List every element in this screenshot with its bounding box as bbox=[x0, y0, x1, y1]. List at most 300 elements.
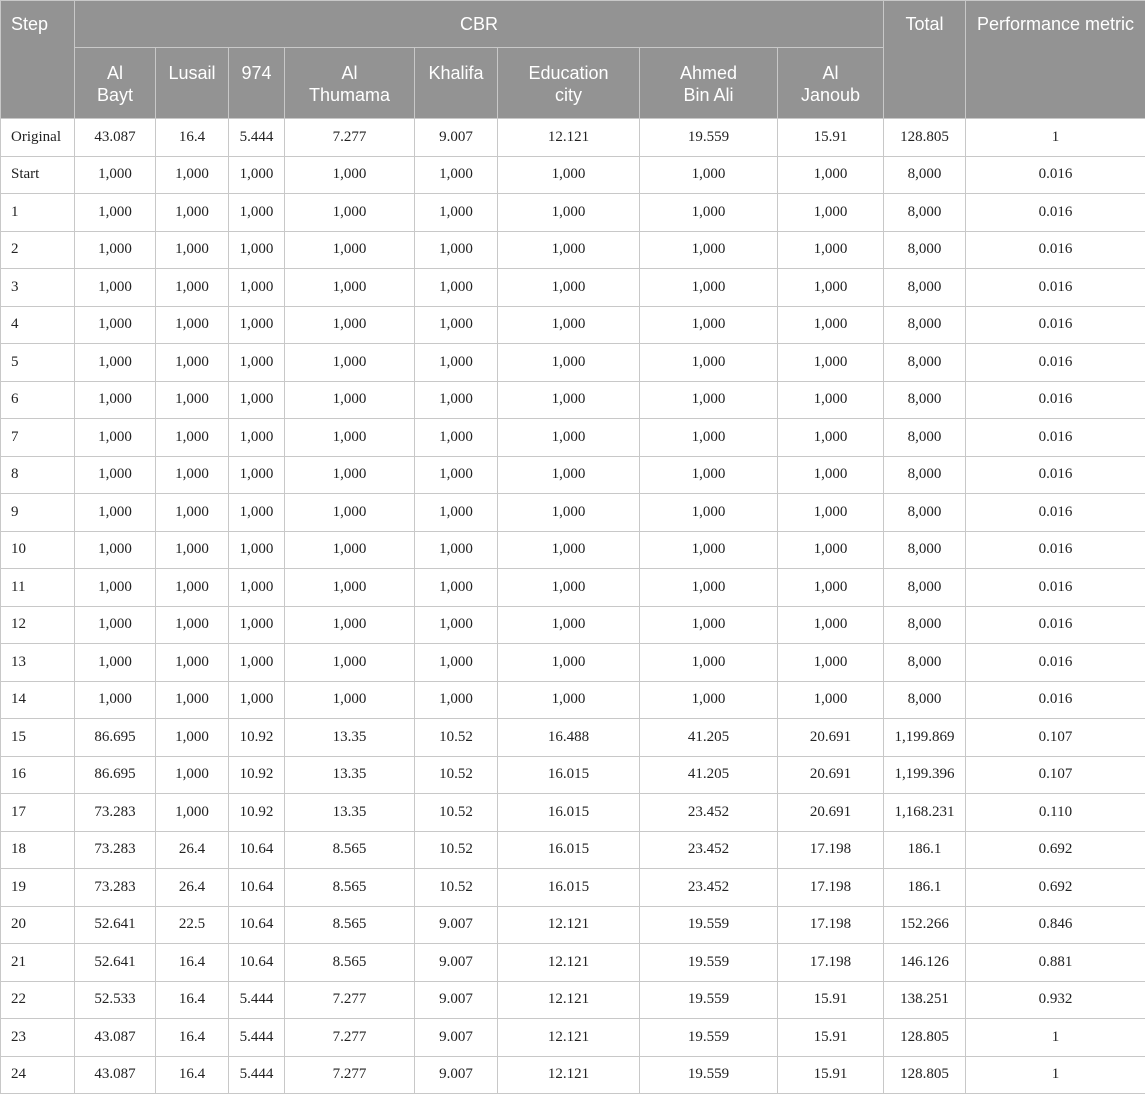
table-body bbox=[1, 119, 1145, 1094]
cbr-value-cell: 23.452 bbox=[640, 831, 778, 869]
table-row bbox=[1, 569, 1145, 607]
cbr-value-cell: 1,000 bbox=[229, 344, 285, 382]
cbr-value-cell: 15.91 bbox=[778, 1019, 884, 1057]
cbr-value-cell: 41.205 bbox=[640, 719, 778, 757]
cbr-value-cell: 1,000 bbox=[285, 531, 415, 569]
cbr-value-cell: 43.087 bbox=[75, 119, 156, 157]
cbr-value-cell: 8.565 bbox=[285, 906, 415, 944]
cbr-value-cell: 5.444 bbox=[229, 1056, 285, 1094]
table-row bbox=[1, 794, 1145, 832]
cbr-value-cell: 1,000 bbox=[156, 419, 229, 457]
cbr-value-cell: 9.007 bbox=[415, 906, 498, 944]
table-row bbox=[1, 419, 1145, 457]
stadium-header-line: Al bbox=[822, 63, 839, 83]
cbr-value-cell: 1,000 bbox=[498, 231, 640, 269]
cbr-value-cell: 1,000 bbox=[415, 419, 498, 457]
cbr-value-cell: 1,000 bbox=[156, 531, 229, 569]
cbr-value-cell: 73.283 bbox=[75, 794, 156, 832]
cbr-value-cell: 1,000 bbox=[156, 719, 229, 757]
total-cell: 8,000 bbox=[884, 569, 966, 607]
performance-metric-cell: 0.692 bbox=[966, 869, 1145, 907]
cbr-value-cell: 1,000 bbox=[156, 794, 229, 832]
cbr-value-cell: 10.52 bbox=[415, 831, 498, 869]
cbr-value-cell: 86.695 bbox=[75, 719, 156, 757]
total-cell: 8,000 bbox=[884, 381, 966, 419]
total-cell: 8,000 bbox=[884, 644, 966, 682]
cbr-value-cell: 1,000 bbox=[285, 194, 415, 232]
total-cell: 186.1 bbox=[884, 869, 966, 907]
cbr-value-cell: 15.91 bbox=[778, 981, 884, 1019]
cbr-value-cell: 1,000 bbox=[778, 156, 884, 194]
cbr-value-cell: 1,000 bbox=[640, 269, 778, 307]
cbr-value-cell: 1,000 bbox=[285, 681, 415, 719]
cbr-value-cell: 23.452 bbox=[640, 794, 778, 832]
table-row bbox=[1, 531, 1145, 569]
performance-metric-cell: 0.016 bbox=[966, 681, 1145, 719]
cbr-value-cell: 1,000 bbox=[415, 231, 498, 269]
cbr-value-cell: 73.283 bbox=[75, 831, 156, 869]
cbr-value-cell: 1,000 bbox=[75, 494, 156, 532]
cbr-value-cell: 1,000 bbox=[498, 531, 640, 569]
total-cell: 8,000 bbox=[884, 231, 966, 269]
stadium-header-line: Janoub bbox=[800, 85, 861, 105]
total-cell: 8,000 bbox=[884, 606, 966, 644]
performance-metric-cell: 0.107 bbox=[966, 756, 1145, 794]
cbr-value-cell: 1,000 bbox=[778, 569, 884, 607]
table-row bbox=[1, 381, 1145, 419]
total-cell: 8,000 bbox=[884, 269, 966, 307]
cbr-value-cell: 1,000 bbox=[229, 606, 285, 644]
step-cell: 19 bbox=[1, 869, 75, 907]
stadium-column-header bbox=[285, 48, 415, 119]
step-cell: 6 bbox=[1, 381, 75, 419]
cbr-value-cell: 19.559 bbox=[640, 1019, 778, 1057]
stadium-header-line: Bayt bbox=[96, 85, 134, 105]
cbr-value-cell: 1,000 bbox=[778, 494, 884, 532]
performance-metric-cell: 1 bbox=[966, 119, 1145, 157]
step-cell: 7 bbox=[1, 419, 75, 457]
cbr-value-cell: 8.565 bbox=[285, 944, 415, 982]
cbr-value-cell: 1,000 bbox=[778, 194, 884, 232]
cbr-value-cell: 1,000 bbox=[285, 569, 415, 607]
cbr-value-cell: 1,000 bbox=[640, 644, 778, 682]
cbr-value-cell: 1,000 bbox=[415, 681, 498, 719]
step-cell: 1 bbox=[1, 194, 75, 232]
cbr-value-cell: 1,000 bbox=[640, 344, 778, 382]
step-cell: 16 bbox=[1, 756, 75, 794]
cbr-value-cell: 12.121 bbox=[498, 944, 640, 982]
cbr-value-cell: 1,000 bbox=[640, 156, 778, 194]
cbr-value-cell: 1,000 bbox=[640, 681, 778, 719]
cbr-value-cell: 1,000 bbox=[285, 344, 415, 382]
cbr-value-cell: 1,000 bbox=[285, 231, 415, 269]
cbr-value-cell: 19.559 bbox=[640, 944, 778, 982]
cbr-value-cell: 12.121 bbox=[498, 981, 640, 1019]
cbr-value-cell: 1,000 bbox=[229, 531, 285, 569]
cbr-value-cell: 1,000 bbox=[498, 644, 640, 682]
cbr-value-cell: 1,000 bbox=[640, 569, 778, 607]
cbr-value-cell: 26.4 bbox=[156, 831, 229, 869]
cbr-value-cell: 1,000 bbox=[285, 306, 415, 344]
stadium-column-header bbox=[156, 48, 229, 119]
cbr-value-cell: 19.559 bbox=[640, 981, 778, 1019]
cbr-value-cell: 1,000 bbox=[778, 456, 884, 494]
total-cell: 146.126 bbox=[884, 944, 966, 982]
cbr-value-cell: 1,000 bbox=[156, 231, 229, 269]
step-cell: 17 bbox=[1, 794, 75, 832]
cbr-value-cell: 10.64 bbox=[229, 944, 285, 982]
total-cell: 8,000 bbox=[884, 681, 966, 719]
cbr-value-cell: 1,000 bbox=[778, 231, 884, 269]
cbr-value-cell: 1,000 bbox=[75, 381, 156, 419]
step-cell: 5 bbox=[1, 344, 75, 382]
cbr-value-cell: 1,000 bbox=[498, 306, 640, 344]
table-row bbox=[1, 644, 1145, 682]
cbr-value-cell: 1,000 bbox=[156, 344, 229, 382]
cbr-value-cell: 1,000 bbox=[640, 494, 778, 532]
cbr-value-cell: 10.92 bbox=[229, 756, 285, 794]
cbr-value-cell: 1,000 bbox=[156, 606, 229, 644]
cbr-value-cell: 1,000 bbox=[285, 419, 415, 457]
cbr-value-cell: 10.64 bbox=[229, 906, 285, 944]
cbr-value-cell: 15.91 bbox=[778, 1056, 884, 1094]
header-row-top bbox=[1, 1, 1145, 48]
stadium-header-line: city bbox=[555, 85, 582, 105]
cbr-value-cell: 16.015 bbox=[498, 869, 640, 907]
total-cell: 128.805 bbox=[884, 1056, 966, 1094]
cbr-value-cell: 1,000 bbox=[229, 681, 285, 719]
cbr-value-cell: 1,000 bbox=[415, 644, 498, 682]
total-cell: 128.805 bbox=[884, 1019, 966, 1057]
cbr-value-cell: 5.444 bbox=[229, 1019, 285, 1057]
table-row bbox=[1, 906, 1145, 944]
cbr-value-cell: 1,000 bbox=[229, 456, 285, 494]
cbr-value-cell: 12.121 bbox=[498, 1019, 640, 1057]
cbr-value-cell: 1,000 bbox=[229, 194, 285, 232]
cbr-value-cell: 1,000 bbox=[778, 344, 884, 382]
stadium-column-header bbox=[229, 48, 285, 119]
cbr-value-cell: 1,000 bbox=[285, 269, 415, 307]
cbr-value-cell: 9.007 bbox=[415, 981, 498, 1019]
step-cell: 3 bbox=[1, 269, 75, 307]
cbr-value-cell: 1,000 bbox=[75, 456, 156, 494]
total-cell: 152.266 bbox=[884, 906, 966, 944]
performance-metric-cell: 0.846 bbox=[966, 906, 1145, 944]
cbr-value-cell: 16.015 bbox=[498, 756, 640, 794]
step-cell: 12 bbox=[1, 606, 75, 644]
cbr-value-cell: 16.488 bbox=[498, 719, 640, 757]
cbr-value-cell: 13.35 bbox=[285, 756, 415, 794]
performance-metric-cell: 0.016 bbox=[966, 644, 1145, 682]
cbr-value-cell: 1,000 bbox=[498, 381, 640, 419]
table-row bbox=[1, 456, 1145, 494]
cbr-value-cell: 1,000 bbox=[640, 194, 778, 232]
cbr-value-cell: 17.198 bbox=[778, 906, 884, 944]
step-cell: Original bbox=[1, 119, 75, 157]
cbr-value-cell: 1,000 bbox=[156, 306, 229, 344]
stadium-header-line: Al bbox=[106, 63, 123, 83]
cbr-value-cell: 16.4 bbox=[156, 119, 229, 157]
performance-metric-cell: 0.107 bbox=[966, 719, 1145, 757]
cbr-value-cell: 1,000 bbox=[229, 156, 285, 194]
cbr-value-cell: 1,000 bbox=[285, 644, 415, 682]
cbr-value-cell: 1,000 bbox=[75, 156, 156, 194]
performance-metric-cell: 0.016 bbox=[966, 306, 1145, 344]
total-cell: 8,000 bbox=[884, 156, 966, 194]
cbr-value-cell: 52.641 bbox=[75, 906, 156, 944]
total-cell: 8,000 bbox=[884, 531, 966, 569]
performance-metric-cell: 0.016 bbox=[966, 231, 1145, 269]
performance-metric-cell: 0.692 bbox=[966, 831, 1145, 869]
table-row bbox=[1, 344, 1145, 382]
cbr-value-cell: 9.007 bbox=[415, 1019, 498, 1057]
cbr-value-cell: 7.277 bbox=[285, 119, 415, 157]
cbr-value-cell: 1,000 bbox=[498, 606, 640, 644]
cbr-value-cell: 1,000 bbox=[156, 156, 229, 194]
table-row bbox=[1, 494, 1145, 532]
cbr-value-cell: 1,000 bbox=[229, 569, 285, 607]
cbr-value-cell: 43.087 bbox=[75, 1056, 156, 1094]
cbr-value-cell: 9.007 bbox=[415, 1056, 498, 1094]
table-row bbox=[1, 944, 1145, 982]
cbr-value-cell: 1,000 bbox=[778, 644, 884, 682]
cbr-value-cell: 1,000 bbox=[156, 756, 229, 794]
cbr-value-cell: 1,000 bbox=[75, 606, 156, 644]
cbr-value-cell: 1,000 bbox=[640, 456, 778, 494]
stadium-header-line: Bin Ali bbox=[683, 85, 734, 105]
cbr-value-cell: 1,000 bbox=[75, 644, 156, 682]
stadium-column-header bbox=[778, 48, 884, 119]
stadium-header-line: Ahmed bbox=[679, 63, 738, 83]
stadium-header-line: Education bbox=[528, 63, 609, 83]
cbr-value-cell: 1,000 bbox=[75, 681, 156, 719]
cbr-value-cell: 1,000 bbox=[498, 194, 640, 232]
cbr-value-cell: 1,000 bbox=[156, 269, 229, 307]
cbr-value-cell: 1,000 bbox=[498, 456, 640, 494]
step-cell: 13 bbox=[1, 644, 75, 682]
cbr-value-cell: 1,000 bbox=[415, 194, 498, 232]
performance-metric-cell: 0.932 bbox=[966, 981, 1145, 1019]
cbr-value-cell: 1,000 bbox=[156, 456, 229, 494]
performance-metric-cell: 0.016 bbox=[966, 531, 1145, 569]
cbr-value-cell: 10.52 bbox=[415, 794, 498, 832]
cbr-value-cell: 1,000 bbox=[778, 381, 884, 419]
cbr-value-cell: 13.35 bbox=[285, 719, 415, 757]
total-cell: 8,000 bbox=[884, 306, 966, 344]
cbr-value-cell: 7.277 bbox=[285, 981, 415, 1019]
cbr-value-cell: 22.5 bbox=[156, 906, 229, 944]
total-cell: 128.805 bbox=[884, 119, 966, 157]
cbr-value-cell: 1,000 bbox=[285, 494, 415, 532]
table-row bbox=[1, 756, 1145, 794]
table-row bbox=[1, 606, 1145, 644]
cbr-value-cell: 1,000 bbox=[75, 269, 156, 307]
stadium-header-line: 974 bbox=[241, 63, 272, 83]
cbr-value-cell: 1,000 bbox=[778, 306, 884, 344]
step-cell: 15 bbox=[1, 719, 75, 757]
cbr-value-cell: 1,000 bbox=[415, 156, 498, 194]
cbr-value-cell: 1,000 bbox=[415, 381, 498, 419]
step-cell: 14 bbox=[1, 681, 75, 719]
cbr-value-cell: 26.4 bbox=[156, 869, 229, 907]
cbr-value-cell: 1,000 bbox=[75, 419, 156, 457]
cbr-value-cell: 1,000 bbox=[778, 606, 884, 644]
cbr-value-cell: 23.452 bbox=[640, 869, 778, 907]
cbr-value-cell: 7.277 bbox=[285, 1056, 415, 1094]
cbr-value-cell: 1,000 bbox=[229, 231, 285, 269]
cbr-value-cell: 9.007 bbox=[415, 944, 498, 982]
cbr-value-cell: 12.121 bbox=[498, 1056, 640, 1094]
performance-metric-cell: 0.016 bbox=[966, 344, 1145, 382]
table-row bbox=[1, 681, 1145, 719]
cbr-value-cell: 1,000 bbox=[778, 269, 884, 307]
table-row bbox=[1, 306, 1145, 344]
cbr-value-cell: 1,000 bbox=[285, 381, 415, 419]
stadium-header-line: Khalifa bbox=[428, 63, 484, 83]
performance-metric-cell: 0.016 bbox=[966, 494, 1145, 532]
cbr-value-cell: 1,000 bbox=[229, 644, 285, 682]
cbr-value-cell: 10.92 bbox=[229, 719, 285, 757]
table-row bbox=[1, 156, 1145, 194]
cbr-value-cell: 8.565 bbox=[285, 831, 415, 869]
cbr-value-cell: 10.64 bbox=[229, 869, 285, 907]
cbr-value-cell: 9.007 bbox=[415, 119, 498, 157]
performance-metric-cell: 0.016 bbox=[966, 569, 1145, 607]
total-cell: 1,199.396 bbox=[884, 756, 966, 794]
cbr-group-header: CBR bbox=[75, 1, 884, 48]
cbr-value-cell: 16.4 bbox=[156, 1056, 229, 1094]
cbr-value-cell: 52.641 bbox=[75, 944, 156, 982]
cbr-value-cell: 1,000 bbox=[156, 494, 229, 532]
cbr-value-cell: 12.121 bbox=[498, 906, 640, 944]
total-cell: 8,000 bbox=[884, 494, 966, 532]
cbr-value-cell: 13.35 bbox=[285, 794, 415, 832]
cbr-value-cell: 20.691 bbox=[778, 756, 884, 794]
cbr-value-cell: 1,000 bbox=[498, 269, 640, 307]
cbr-value-cell: 16.015 bbox=[498, 831, 640, 869]
performance-metric-cell: 1 bbox=[966, 1019, 1145, 1057]
cbr-value-cell: 1,000 bbox=[229, 494, 285, 532]
stadium-header-line: Al bbox=[341, 63, 358, 83]
step-cell: 9 bbox=[1, 494, 75, 532]
cbr-value-cell: 1,000 bbox=[75, 231, 156, 269]
step-cell: 22 bbox=[1, 981, 75, 1019]
cbr-value-cell: 19.559 bbox=[640, 119, 778, 157]
cbr-value-cell: 10.92 bbox=[229, 794, 285, 832]
cbr-value-cell: 10.52 bbox=[415, 869, 498, 907]
cbr-value-cell: 1,000 bbox=[640, 606, 778, 644]
cbr-value-cell: 1,000 bbox=[415, 306, 498, 344]
total-column-header: Total bbox=[884, 1, 966, 119]
cbr-value-cell: 1,000 bbox=[75, 194, 156, 232]
table-row bbox=[1, 1056, 1145, 1094]
cbr-value-cell: 20.691 bbox=[778, 719, 884, 757]
stadium-column-header bbox=[75, 48, 156, 119]
total-cell: 1,168.231 bbox=[884, 794, 966, 832]
cbr-value-cell: 1,000 bbox=[415, 269, 498, 307]
step-cell: Start bbox=[1, 156, 75, 194]
cbr-value-cell: 1,000 bbox=[498, 494, 640, 532]
cbr-value-cell: 1,000 bbox=[498, 681, 640, 719]
cbr-value-cell: 1,000 bbox=[75, 306, 156, 344]
performance-metric-cell: 0.016 bbox=[966, 156, 1145, 194]
total-cell: 1,199.869 bbox=[884, 719, 966, 757]
cbr-value-cell: 1,000 bbox=[229, 306, 285, 344]
table-row bbox=[1, 719, 1145, 757]
performance-metric-cell: 0.016 bbox=[966, 381, 1145, 419]
step-column-header: Step bbox=[1, 1, 75, 119]
cbr-value-cell: 10.52 bbox=[415, 719, 498, 757]
cbr-value-cell: 1,000 bbox=[498, 569, 640, 607]
table-row bbox=[1, 981, 1145, 1019]
cbr-value-cell: 16.4 bbox=[156, 1019, 229, 1057]
cbr-value-cell: 17.198 bbox=[778, 831, 884, 869]
total-cell: 186.1 bbox=[884, 831, 966, 869]
table-row bbox=[1, 231, 1145, 269]
table-row bbox=[1, 119, 1145, 157]
cbr-value-cell: 1,000 bbox=[415, 456, 498, 494]
performance-metric-cell: 0.016 bbox=[966, 606, 1145, 644]
stadium-header-line: Thumama bbox=[308, 85, 391, 105]
cbr-value-cell: 1,000 bbox=[778, 681, 884, 719]
table-row bbox=[1, 1019, 1145, 1057]
cbr-value-cell: 1,000 bbox=[285, 606, 415, 644]
table-row bbox=[1, 269, 1145, 307]
cbr-value-cell: 20.691 bbox=[778, 794, 884, 832]
stadium-column-header bbox=[415, 48, 498, 119]
cbr-value-cell: 1,000 bbox=[156, 569, 229, 607]
cbr-value-cell: 1,000 bbox=[640, 419, 778, 457]
cbr-value-cell: 5.444 bbox=[229, 981, 285, 1019]
cbr-value-cell: 1,000 bbox=[640, 306, 778, 344]
cbr-value-cell: 1,000 bbox=[285, 156, 415, 194]
cbr-value-cell: 1,000 bbox=[75, 344, 156, 382]
cbr-value-cell: 1,000 bbox=[156, 194, 229, 232]
cbr-value-cell: 1,000 bbox=[498, 344, 640, 382]
step-cell: 21 bbox=[1, 944, 75, 982]
performance-metric-cell: 0.016 bbox=[966, 269, 1145, 307]
cbr-value-cell: 1,000 bbox=[75, 531, 156, 569]
cbr-value-cell: 10.64 bbox=[229, 831, 285, 869]
stadium-column-header bbox=[640, 48, 778, 119]
step-cell: 4 bbox=[1, 306, 75, 344]
cbr-value-cell: 1,000 bbox=[640, 381, 778, 419]
cbr-value-cell: 19.559 bbox=[640, 906, 778, 944]
table-row bbox=[1, 194, 1145, 232]
step-cell: 10 bbox=[1, 531, 75, 569]
cbr-value-cell: 1,000 bbox=[75, 569, 156, 607]
performance-metric-cell: 1 bbox=[966, 1056, 1145, 1094]
cbr-value-cell: 73.283 bbox=[75, 869, 156, 907]
step-cell: 23 bbox=[1, 1019, 75, 1057]
cbr-value-cell: 1,000 bbox=[415, 531, 498, 569]
performance-metric-column-header: Performance metric bbox=[966, 1, 1145, 119]
table-header bbox=[1, 1, 1145, 119]
cbr-value-cell: 1,000 bbox=[156, 681, 229, 719]
cbr-value-cell: 1,000 bbox=[156, 381, 229, 419]
cbr-value-cell: 1,000 bbox=[285, 456, 415, 494]
table-row bbox=[1, 869, 1145, 907]
cbr-value-cell: 5.444 bbox=[229, 119, 285, 157]
cbr-value-cell: 1,000 bbox=[415, 606, 498, 644]
table-row bbox=[1, 831, 1145, 869]
stadium-header-line: Lusail bbox=[168, 63, 216, 83]
cbr-value-cell: 41.205 bbox=[640, 756, 778, 794]
cbr-value-cell: 16.015 bbox=[498, 794, 640, 832]
step-cell: 2 bbox=[1, 231, 75, 269]
cbr-value-cell: 19.559 bbox=[640, 1056, 778, 1094]
performance-metric-cell: 0.016 bbox=[966, 456, 1145, 494]
